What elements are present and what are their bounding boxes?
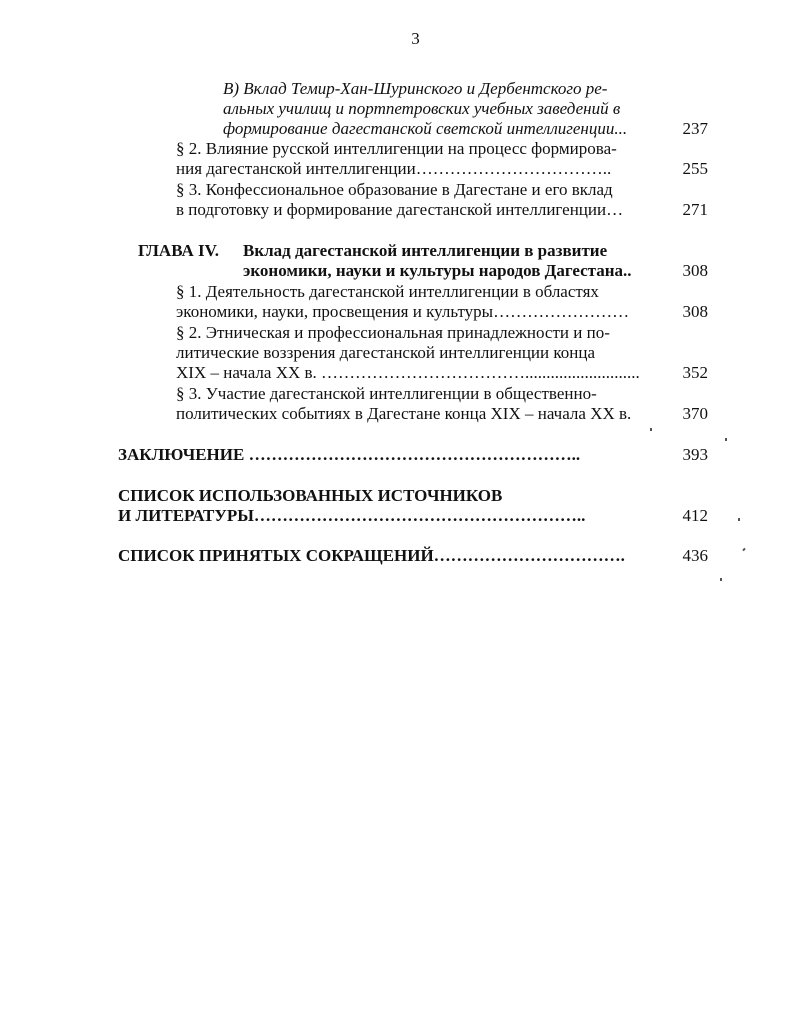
toc-entry-text: литические воззрения дагестанской интеллигенции конца bbox=[176, 343, 596, 362]
toc-page-number: 271 bbox=[682, 200, 708, 219]
chapter-title: экономики, науки и культуры народов Дагестана.. bbox=[243, 261, 632, 280]
toc-entry-text: § 1. Деятельность дагестанской интеллигенции в областях bbox=[176, 282, 599, 301]
toc-page-number: 237 bbox=[682, 119, 708, 138]
toc-entry-text: СПИСОК ИСПОЛЬЗОВАННЫХ ИСТОЧНИКОВ bbox=[118, 486, 503, 505]
toc-page-number: 352 bbox=[682, 363, 708, 382]
scan-speck bbox=[650, 428, 652, 431]
chapter-title: Вклад дагестанской интеллигенции в развитие bbox=[243, 241, 608, 260]
chapter-label: ГЛАВА IV. bbox=[138, 241, 219, 260]
toc-page-number: 436 bbox=[682, 546, 708, 565]
toc-page-number: 393 bbox=[682, 445, 708, 464]
toc-entry-text: политических событиях в Дагестане конца XIX – начала XX в. bbox=[176, 404, 632, 423]
toc-entry-text: § 2. Этническая и профессиональная принадлежности и по- bbox=[176, 323, 610, 342]
toc-entry-text: § 3. Конфессиональное образование в Дагестане и его вклад bbox=[176, 180, 613, 199]
toc-entry-text: экономики, науки, просвещения и культуры…………………… bbox=[176, 302, 630, 321]
toc-page-number: 308 bbox=[682, 302, 708, 321]
toc-entry-text: В) Вклад Темир-Хан-Шуринского и Дербентского ре- bbox=[223, 79, 608, 98]
page-number: 3 bbox=[411, 29, 420, 48]
toc-entry-text: ния дагестанской интеллигенции…………………………….. bbox=[176, 159, 612, 178]
toc-entry-text: в подготовку и формирование дагестанской интеллигенции… bbox=[176, 200, 624, 219]
scan-speck bbox=[720, 578, 722, 581]
toc-entry-text: § 2. Влияние русской интеллигенции на процесс формирова- bbox=[176, 139, 617, 158]
toc-entry-text: ЗАКЛЮЧЕНИЕ ………………………………………………….. bbox=[118, 445, 581, 464]
scan-speck bbox=[742, 548, 745, 552]
toc-entry-text: альных училищ и портпетровских учебных заведений в bbox=[223, 99, 621, 118]
toc-page-number: 255 bbox=[682, 159, 708, 178]
toc-entry-text: XIX – начала XX в. ………………………………........................... bbox=[176, 363, 640, 382]
toc-entry-text: СПИСОК ПРИНЯТЫХ СОКРАЩЕНИЙ……………………………. bbox=[118, 546, 625, 565]
toc-page-number: 370 bbox=[682, 404, 708, 423]
toc-entry-text: формирование дагестанской светской интеллигенции... bbox=[223, 119, 628, 138]
scan-speck bbox=[725, 438, 727, 441]
toc-page-number: 308 bbox=[682, 261, 708, 280]
toc-entry-text: И ЛИТЕРАТУРЫ………………………………………………….. bbox=[118, 506, 586, 525]
toc-entry-text: § 3. Участие дагестанской интеллигенции в общественно- bbox=[176, 384, 597, 403]
scan-speck bbox=[738, 518, 740, 521]
toc-page-number: 412 bbox=[682, 506, 708, 525]
